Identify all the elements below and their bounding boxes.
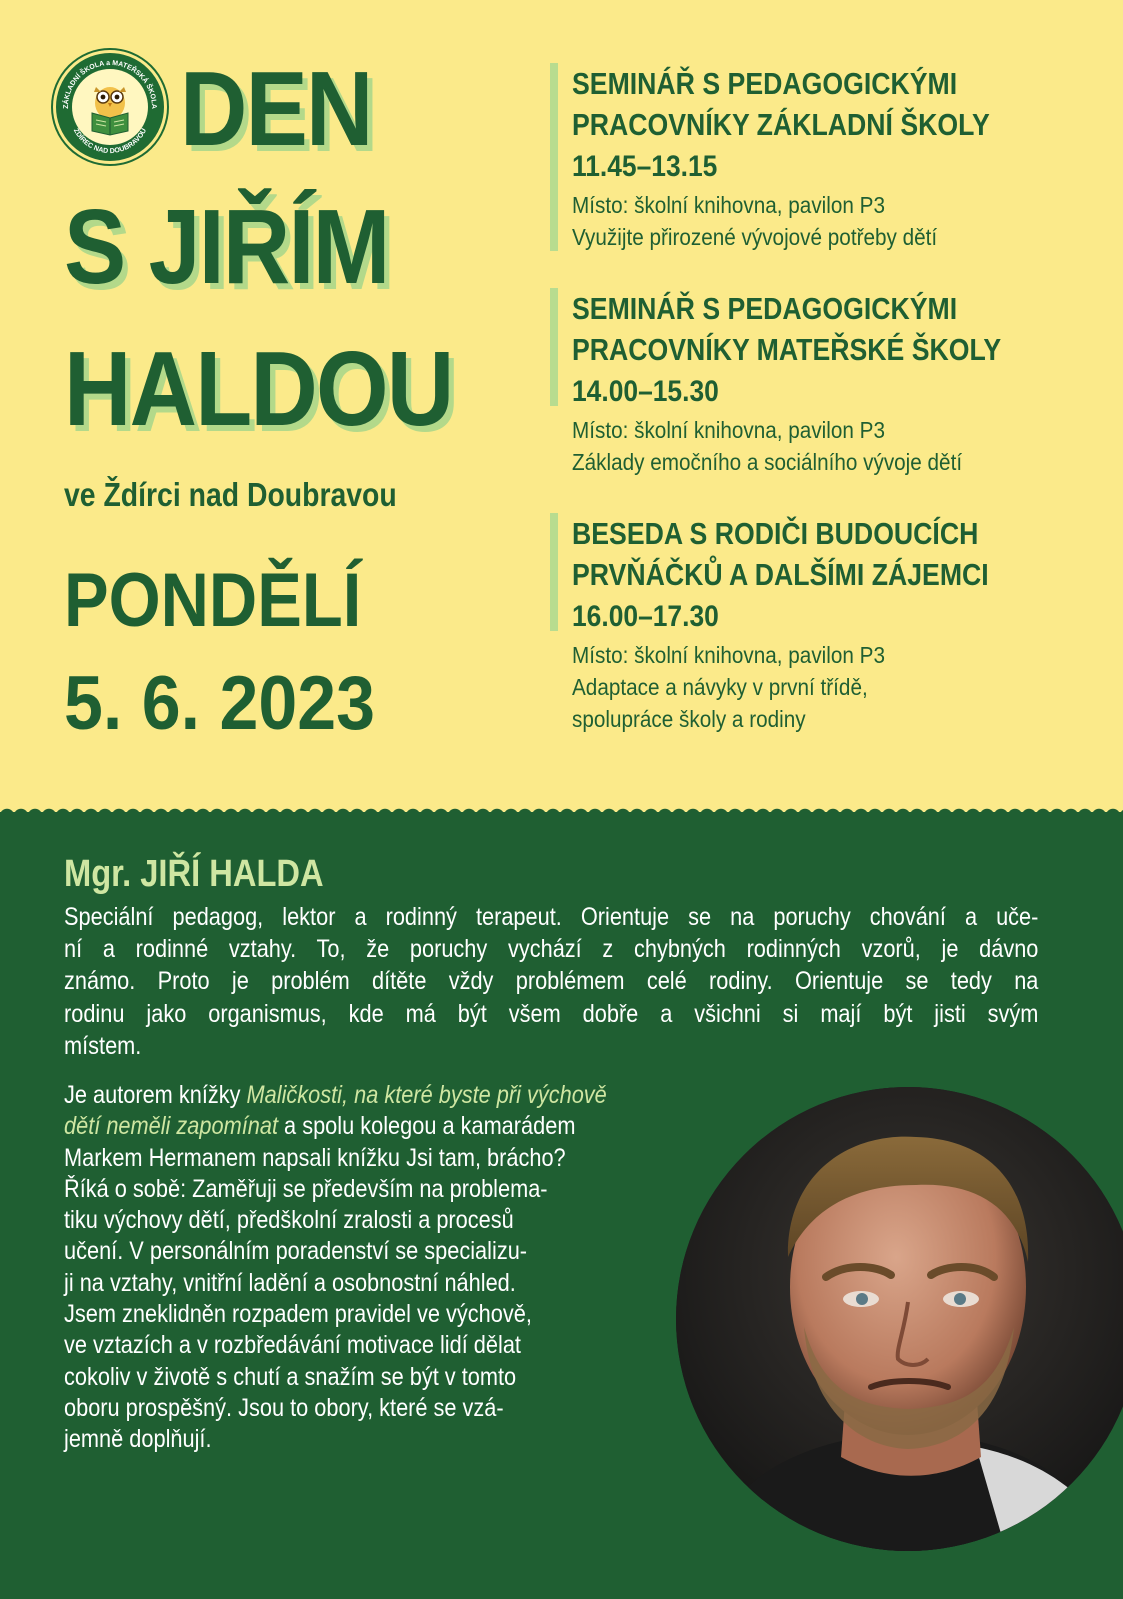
bio-line: oboru prospěšný. Jsou to obory, které se vzá- xyxy=(64,1393,504,1422)
session-title: PRVŇÁČKŮ A DALŠÍMI ZÁJEMCI xyxy=(572,557,989,592)
bio-line: cokoliv v životě s chutí a snažím se být v tomto xyxy=(64,1362,517,1391)
session-content xyxy=(572,288,1092,478)
session-accent-bar xyxy=(550,288,558,406)
session-location: Místo: školní knihovna, pavilon P3 xyxy=(572,192,885,218)
book-title: Maličkosti, na které byste při výchově xyxy=(246,1081,607,1109)
logo-text-top: ZÁKLADNÍ ŠKOLA a MATEŘSKÁ ŠKOLA xyxy=(62,59,158,109)
bio-paragraph-2 xyxy=(64,1080,725,1456)
bio-line: učení. V personálním poradenství se specializu- xyxy=(64,1237,528,1266)
bio-line: ji na vztahy, vnitřní ladění a osobnostní náhled. xyxy=(64,1268,516,1297)
bio-line: ve vztazích a v rozbředávání motivace lidí dělat xyxy=(64,1331,521,1360)
session-time: 11.45–13.15 xyxy=(572,150,718,183)
bio-line: Říká o sobě: Zaměřuji se především na problema- xyxy=(64,1174,548,1203)
bio-line xyxy=(64,1080,725,1111)
session-title: PRACOVNÍKY ZÁKLADNÍ ŠKOLY xyxy=(572,107,990,142)
session-topic: spolupráce školy a rodiny xyxy=(572,706,806,732)
session-item xyxy=(550,288,1090,478)
owl-reading-book-icon xyxy=(72,69,148,145)
bio-line xyxy=(64,1111,725,1142)
speaker-name: Mgr. JIŘÍ HALDA xyxy=(64,853,324,895)
session-accent-bar xyxy=(550,63,558,251)
event-date: 5. 6. 2023 xyxy=(64,661,376,746)
session-title: SEMINÁŘ S PEDAGOGICKÝMI xyxy=(572,291,958,326)
bio-line: známo. Proto je problém dítěte vždy problémem celé rodiny. Orientuje se tedy na xyxy=(64,967,1039,996)
school-logo xyxy=(53,50,167,164)
session-time: 16.00–17.30 xyxy=(572,600,719,633)
bio-line: tiku výchovy dětí, předškolní zralosti a procesů xyxy=(64,1206,514,1235)
bio-line: místem. xyxy=(64,1031,142,1060)
bio-line: Jsem zneklidněn rozpadem pravidel ve výchově, xyxy=(64,1300,532,1329)
bio-line: Markem Hermanem napsali knížku Jsi tam, brácho? xyxy=(64,1143,566,1172)
session-content xyxy=(572,63,1092,253)
bio-line: Speciální pedagog, lektor a rodinný terapeut. Orientuje se na poruchy chování a uče- xyxy=(64,903,1039,931)
session-time: 14.00–15.30 xyxy=(572,375,719,408)
session-item xyxy=(550,513,1090,743)
session-topic: Základy emočního a sociálního vývoje dětí xyxy=(572,449,963,475)
session-accent-bar xyxy=(550,513,558,631)
session-location: Místo: školní knihovna, pavilon P3 xyxy=(572,642,885,668)
title-line-1: DEN xyxy=(180,50,372,168)
session-location: Místo: školní knihovna, pavilon P3 xyxy=(572,417,885,443)
session-title: SEMINÁŘ S PEDAGOGICKÝMI xyxy=(572,66,958,101)
portrait-photo xyxy=(676,1087,1123,1551)
session-item xyxy=(550,63,1090,253)
book-title: dětí neměli zapomínat xyxy=(64,1112,279,1141)
session-content xyxy=(572,513,1092,735)
session-title: PRACOVNÍKY MATEŘSKÉ ŠKOLY xyxy=(572,332,1002,367)
title-line-2: S JIŘÍM xyxy=(64,188,389,306)
bio-paragraph-1 xyxy=(64,901,1038,1062)
bio-line: ní a rodinné vztahy. To, že poruchy vychází z chybných rodinných vzorů, je dávno xyxy=(64,935,1039,964)
scalloped-divider xyxy=(0,800,1123,816)
session-title: BESEDA S RODIČI BUDOUCÍCH xyxy=(572,516,979,551)
title-line-3: HALDOU xyxy=(64,330,453,448)
event-day: PONDĚLÍ xyxy=(64,558,362,643)
bio-text: a spolu kolegou a kamarádem xyxy=(278,1112,576,1141)
session-topic: Adaptace a návyky v první třídě, xyxy=(572,674,868,700)
logo-text-bottom: ŽDÍREC NAD DOUBRAVOU xyxy=(71,127,149,156)
speaker-portrait xyxy=(676,1087,1123,1551)
bio-text: Je autorem knížky xyxy=(64,1081,247,1109)
bio-line: jemně doplňují. xyxy=(64,1425,212,1454)
bio-line: rodinu jako organismus, kde má být všem dobře a všichni si mají být jisti svým xyxy=(64,999,1039,1028)
event-place: ve Ždírci nad Doubravou xyxy=(64,476,397,513)
session-topic: Využijte přirozené vývojové potřeby dětí xyxy=(572,224,938,250)
